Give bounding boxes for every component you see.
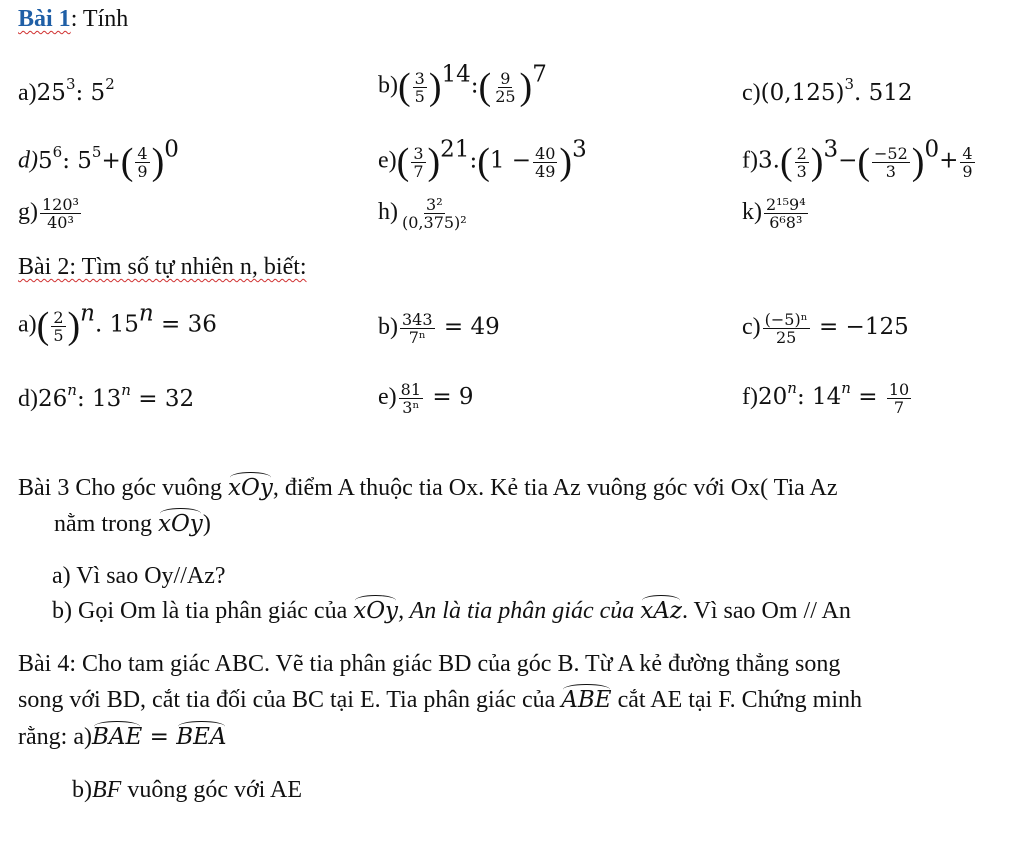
exponent: 14 (441, 61, 471, 88)
base: 5 (90, 80, 106, 106)
angle-xoy: xOy (353, 598, 399, 624)
bai1-heading (18, 6, 128, 33)
item-label: c) (742, 80, 761, 106)
segment-bf: BF (92, 777, 122, 803)
item-label: b) (72, 777, 92, 803)
item-label: d) (18, 386, 38, 412)
operator: = (142, 724, 177, 750)
fraction: $\frac{2}{3}$ (796, 143, 807, 181)
exponent: 3 (65, 75, 76, 93)
item-label: g) (18, 199, 38, 226)
fraction: $\frac{10}{7}$ (888, 380, 910, 417)
bai1-item-g (18, 196, 83, 231)
bai2-item-a: a)( $\frac{2}{5}$ )$^n$. $15^n = 36$ (18, 300, 217, 347)
item-label: e) (378, 147, 397, 174)
text-segment: cắt AE tại F. Chứng minh (611, 687, 862, 713)
fraction: $\frac{4}{9}$ (137, 143, 148, 181)
item-label: f) (742, 147, 758, 174)
angle-bae: BAE (91, 724, 143, 750)
text-segment: , điểm A thuộc tia Ox. Kẻ tia Az vuông góc với Ox( Tia Az (272, 475, 838, 501)
item-label: f) (742, 384, 758, 411)
bai1-item-b: b)( $\frac{3}{5}$ )$^{14}$:( $\frac{9}{25}$ )$^7$ (378, 61, 547, 108)
text-segment: vuông góc với AE (121, 777, 303, 803)
fraction: $\frac{343}{\text{7ⁿ}}$ (402, 310, 433, 347)
bai3-line1 (18, 475, 837, 502)
text-segment: nằm trong (54, 511, 158, 537)
bai2-item-d: d)26$^n$: $13^n = 32$ (18, 381, 195, 412)
item-label: a) (18, 311, 37, 338)
bai2-item-f: f)20$^n$: $14^n$ = $\frac{10}{7}$ (742, 379, 910, 417)
exponent: 2 (105, 75, 115, 93)
fraction: $\frac{\text{(−5)ⁿ}}{25}$ (764, 310, 808, 347)
fraction: $\frac{9}{25}$ (495, 68, 516, 106)
fraction: $\frac{\text{3²}}{\text{(0,375)²}}$ (402, 195, 467, 232)
fraction: $\frac{\text{120³}}{\text{40³}}$ (42, 195, 79, 232)
bai1-item-c (742, 75, 913, 107)
bai1-title-rest: : Tính (70, 6, 129, 32)
bai4-line2 (18, 687, 862, 714)
angle-xoy: xOy (157, 511, 203, 537)
bai4-question-b (72, 777, 302, 804)
fraction: $\frac{\text{2¹⁵9⁴}}{\text{6⁶8³}}$ (766, 195, 806, 232)
operator: : (75, 80, 91, 106)
item-label: k) (742, 199, 762, 226)
factor: . 512 (854, 80, 913, 106)
fraction: $\frac{40}{49}$ (535, 143, 556, 181)
bai3-question-b (52, 598, 851, 625)
bai4-line3 (18, 724, 227, 751)
exponent: 7 (532, 61, 547, 88)
fraction: $\frac{81}{\text{3ⁿ}}$ (400, 380, 422, 417)
bai3-line2 (54, 511, 211, 538)
text-segment: ) (202, 511, 211, 537)
angle-abe: ABE (561, 687, 612, 713)
fraction: $\frac{-52}{3}$ (874, 143, 908, 181)
text-segment: song với BD, cắt tia đối của BC tại E. Tia phân giác của (18, 687, 562, 713)
bai2-item-b: b) $\frac{343}{\text{7ⁿ}}$ = 49 (378, 310, 500, 347)
bai1-item-a (18, 75, 115, 107)
text-segment: Bài 3 Cho góc vuông (18, 475, 228, 501)
angle-xoy: xOy (228, 475, 273, 501)
text-segment: , An là tia phân giác của (398, 598, 641, 624)
item-label: b) (378, 72, 398, 99)
operator: : (470, 72, 479, 99)
item-label: a) (18, 80, 37, 106)
item-label: b) (378, 314, 398, 341)
fraction: $\frac{4}{9}$ (962, 143, 973, 181)
base: 25 (36, 80, 66, 106)
fraction: $\frac{3}{7}$ (413, 143, 424, 181)
bai2-heading: Bài 2: Tìm số tự nhiên n, biết: (18, 254, 307, 280)
bai1-item-k (742, 196, 810, 231)
bai3-question-a: a) Vì sao Oy//Az? (52, 563, 226, 589)
bai2-item-e: e) $\frac{81}{\text{3ⁿ}}$ = 9 (378, 380, 474, 417)
bai1-item-d: $d)5^6$: $5^5+$( $\frac{4}{9}$ )$^0$ (18, 136, 179, 183)
item-label: e) (378, 384, 397, 411)
fraction: $\frac{2}{5}$ (53, 307, 64, 345)
bai2-item-c: c) $\frac{\text{(−5)ⁿ}}{25}$ = −125 (742, 310, 909, 347)
text-segment: . Vì sao Om // An (681, 598, 851, 624)
angle-xaz: xAz (640, 598, 682, 624)
item-label: h) (378, 199, 398, 226)
fraction: $\frac{3}{5}$ (414, 68, 425, 106)
item-label: c) (742, 314, 761, 341)
bai1-item-f: f)3.( $\frac{2}{3}$ )$^3$−( $\frac{-52}{3}$ )$^0$+ $\frac{4}{9}$ (742, 136, 973, 183)
item-label: d) (18, 147, 38, 174)
bai4-line1: Bài 4: Cho tam giác ABC. Vẽ tia phân giác BD của góc B. Từ A kẻ đường thẳng song (18, 651, 841, 677)
bai1-item-e: e)( $\frac{3}{7}$ )$^{21}$:(1 − $\frac{40}{49}$ )$^3$ (378, 136, 587, 183)
exponent: 3 (844, 75, 854, 93)
text-segment: b) Gọi Om là tia phân giác của (52, 598, 354, 624)
angle-bea: BEA (176, 724, 227, 750)
text-segment: rằng: a) (18, 724, 92, 750)
base: (0,125) (760, 80, 845, 106)
bai1-item-h (378, 196, 471, 231)
bai1-title-bold: Bài 1 (18, 6, 71, 32)
